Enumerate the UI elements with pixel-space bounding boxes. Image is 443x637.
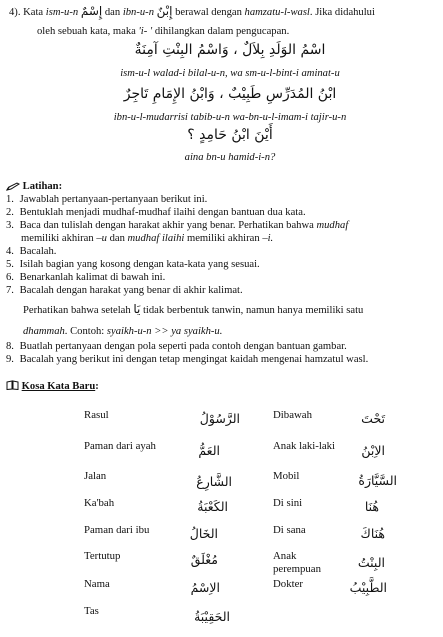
intro-text: oleh sebuah kata, maka — [37, 26, 136, 37]
vocab-meaning: Paman dari ayah — [84, 440, 156, 452]
vocab-meaning: Mobil — [273, 470, 300, 482]
vocab-meaning: Anak laki-laki — [273, 440, 336, 452]
note-text: Perhatikan bahwa setelah — [23, 305, 131, 316]
vocab-arabic: الكَعْبَةُ — [197, 499, 228, 514]
item-number: 7. — [6, 285, 14, 296]
vocab-arabic: السَّيَّارَةُ — [358, 473, 397, 488]
vocab-arabic: الشَّارِعُ — [196, 474, 232, 489]
item-number: 9. — [6, 354, 14, 365]
latihan-item — [6, 284, 243, 297]
ism-arabic: إِسْمٌ — [80, 4, 103, 18]
item-text: memiliki akhiran — [186, 233, 260, 244]
kosa-title: Kosa Kata Baru — [21, 381, 96, 392]
item-text: Jawablah pertanyaan-pertanyaan berikut ini. — [19, 194, 208, 205]
vocab-meaning: Ka'bah — [84, 497, 115, 509]
intro-number: 4). — [9, 7, 21, 18]
latihan-item-cont — [21, 232, 273, 245]
item-number: 2. — [6, 207, 14, 218]
kosa-colon: : — [95, 381, 99, 392]
note-text: . Contoh: — [64, 326, 105, 337]
note-text: dhammah — [23, 326, 65, 337]
vocab-arabic: الخَالُ — [189, 526, 218, 541]
latihan-item — [6, 353, 368, 366]
example-arabic-3: أَيْنَ ابْنُ حَامِدٍ ؟ — [187, 127, 273, 143]
latihan-item — [6, 271, 165, 284]
latihan-note-cont — [23, 325, 222, 338]
vocab-arabic: الحَقِيْبَةُ — [194, 609, 230, 624]
latihan-item — [6, 206, 306, 219]
pencil-icon — [6, 182, 20, 191]
ya-arabic: يَا — [133, 302, 141, 316]
vocab-meaning: Nama — [84, 578, 110, 590]
item-number: 3. — [6, 220, 14, 231]
item-text: dan — [109, 233, 125, 244]
vocab-arabic: هُنَاكَ — [360, 526, 385, 541]
vocab-meaning: Anak perempuan — [273, 550, 321, 575]
intro-text: dan — [104, 7, 121, 18]
ism-latin: ism-u-n — [45, 7, 79, 18]
vocab-meaning: Dokter — [273, 578, 303, 590]
i-latin: 'i- ' — [138, 26, 153, 37]
vocab-meaning: Jalan — [84, 470, 107, 482]
note-text: tidak berbentuk tanwin, namun hanya memiliki satu — [142, 305, 364, 316]
item-number: 8. — [6, 341, 14, 352]
book-icon — [6, 380, 19, 390]
item-number: 4. — [6, 246, 14, 257]
item-text: –u — [96, 233, 107, 244]
vocab-meaning: Tertutup — [84, 550, 121, 562]
vocab-meaning: Di sana — [273, 524, 306, 536]
vocab-arabic: البِنْتُ — [357, 555, 385, 570]
item-text: mudhaf — [316, 220, 349, 231]
item-text: Bacalah yang berikut ini dengan tetap mengingat kaidah mengenai hamzatul wasl. — [19, 354, 369, 365]
latihan-note — [23, 302, 363, 317]
example-latin-2: ibn-u-l-mudarrisi tabib-u-n wa-bn-u-l-imam-i tajir-u-n — [113, 112, 347, 123]
item-number: 1. — [6, 194, 14, 205]
kosa-heading — [6, 380, 99, 393]
vocab-arabic: مُغْلَقٌ — [190, 552, 218, 567]
item-text: Buatlah pertanyaan dengan pola seperti pada contoh dengan bantuan gambar. — [19, 341, 347, 352]
vocab-arabic: تَحْتَ — [361, 411, 385, 426]
item-text: Bacalah dengan harakat yang benar di akhir kalimat. — [19, 285, 243, 296]
vocab-meaning: Di sini — [273, 497, 303, 509]
latihan-colon: : — [58, 181, 63, 192]
item-text: Isilah bagian yang kosong dengan kata-kata yang sesuai. — [19, 259, 260, 270]
latihan-item — [6, 258, 260, 271]
latihan-item — [6, 340, 347, 353]
example-latin-1: ism-u-l walad-i bilal-u-n, wa sm-u-l-bint-i aminat-u — [120, 68, 340, 79]
vocab-arabic: الاِبْنُ — [361, 443, 385, 458]
item-text: Bacalah. — [19, 246, 57, 257]
note-example: syaikh-u-n >> ya syaikh-u. — [106, 326, 223, 337]
latihan-item — [6, 245, 56, 258]
item-text: memiliki akhiran — [21, 233, 94, 244]
item-number: 6. — [6, 272, 14, 283]
example-latin-3: aina bn-u hamid-i-n? — [184, 152, 276, 163]
example-arabic-2: ابْنُ المُدَرِّسِ طَبِيْبٌ ، وَابْنُ الإِمَامِ تَاجِرٌ — [123, 86, 337, 102]
item-text: Benarkanlah kalimat di bawah ini. — [19, 272, 166, 283]
intro-text: berawal dengan — [175, 7, 242, 18]
vocab-meaning: Rasul — [84, 409, 109, 421]
vocab-arabic: العَمُّ — [198, 443, 220, 458]
latihan-title: Latihan — [22, 181, 59, 192]
ibn-latin: ibn-u-n — [122, 7, 154, 18]
item-text: –i. — [262, 233, 274, 244]
item-number: 5. — [6, 259, 14, 270]
example-arabic-1: اسْمُ الوَلَدِ بِلاَلٌ ، وَاسْمُ البِنْتِ آمِنَةٌ — [134, 42, 326, 58]
item-text: mudhaf ilaihi — [127, 233, 185, 244]
item-text: Baca dan tulislah dengan harakat akhir yang benar. Perhatikan bahwa — [19, 220, 314, 231]
vocab-arabic: الاِسْمُ — [190, 580, 220, 595]
intro-text: dihilangkan dalam pengucapan. — [154, 26, 290, 37]
vocab-meaning: Dibawah — [273, 409, 312, 421]
latihan-heading — [6, 180, 62, 193]
vocab-arabic: هُنَا — [364, 499, 379, 514]
vocab-arabic: الطَّبِيْبُ — [349, 580, 387, 595]
hamzah-latin: hamzatu-l-wasl — [244, 7, 310, 18]
vocab-arabic: الرَّسُوْلُ — [199, 411, 240, 426]
item-text: Bentuklah menjadi mudhaf-mudhaf ilaihi dengan bantuan dua kata. — [19, 207, 306, 218]
intro-text: . Jika didahului — [309, 7, 375, 18]
intro-text: Kata — [23, 7, 44, 18]
intro-line-2 — [37, 25, 289, 38]
intro-line-1 — [9, 4, 437, 19]
latihan-item — [6, 219, 438, 232]
vocab-meaning: Paman dari ibu — [84, 524, 150, 536]
latihan-item — [6, 193, 207, 206]
vocab-meaning: Tas — [84, 605, 99, 617]
ibn-arabic: إِبْنٌ — [156, 4, 173, 18]
